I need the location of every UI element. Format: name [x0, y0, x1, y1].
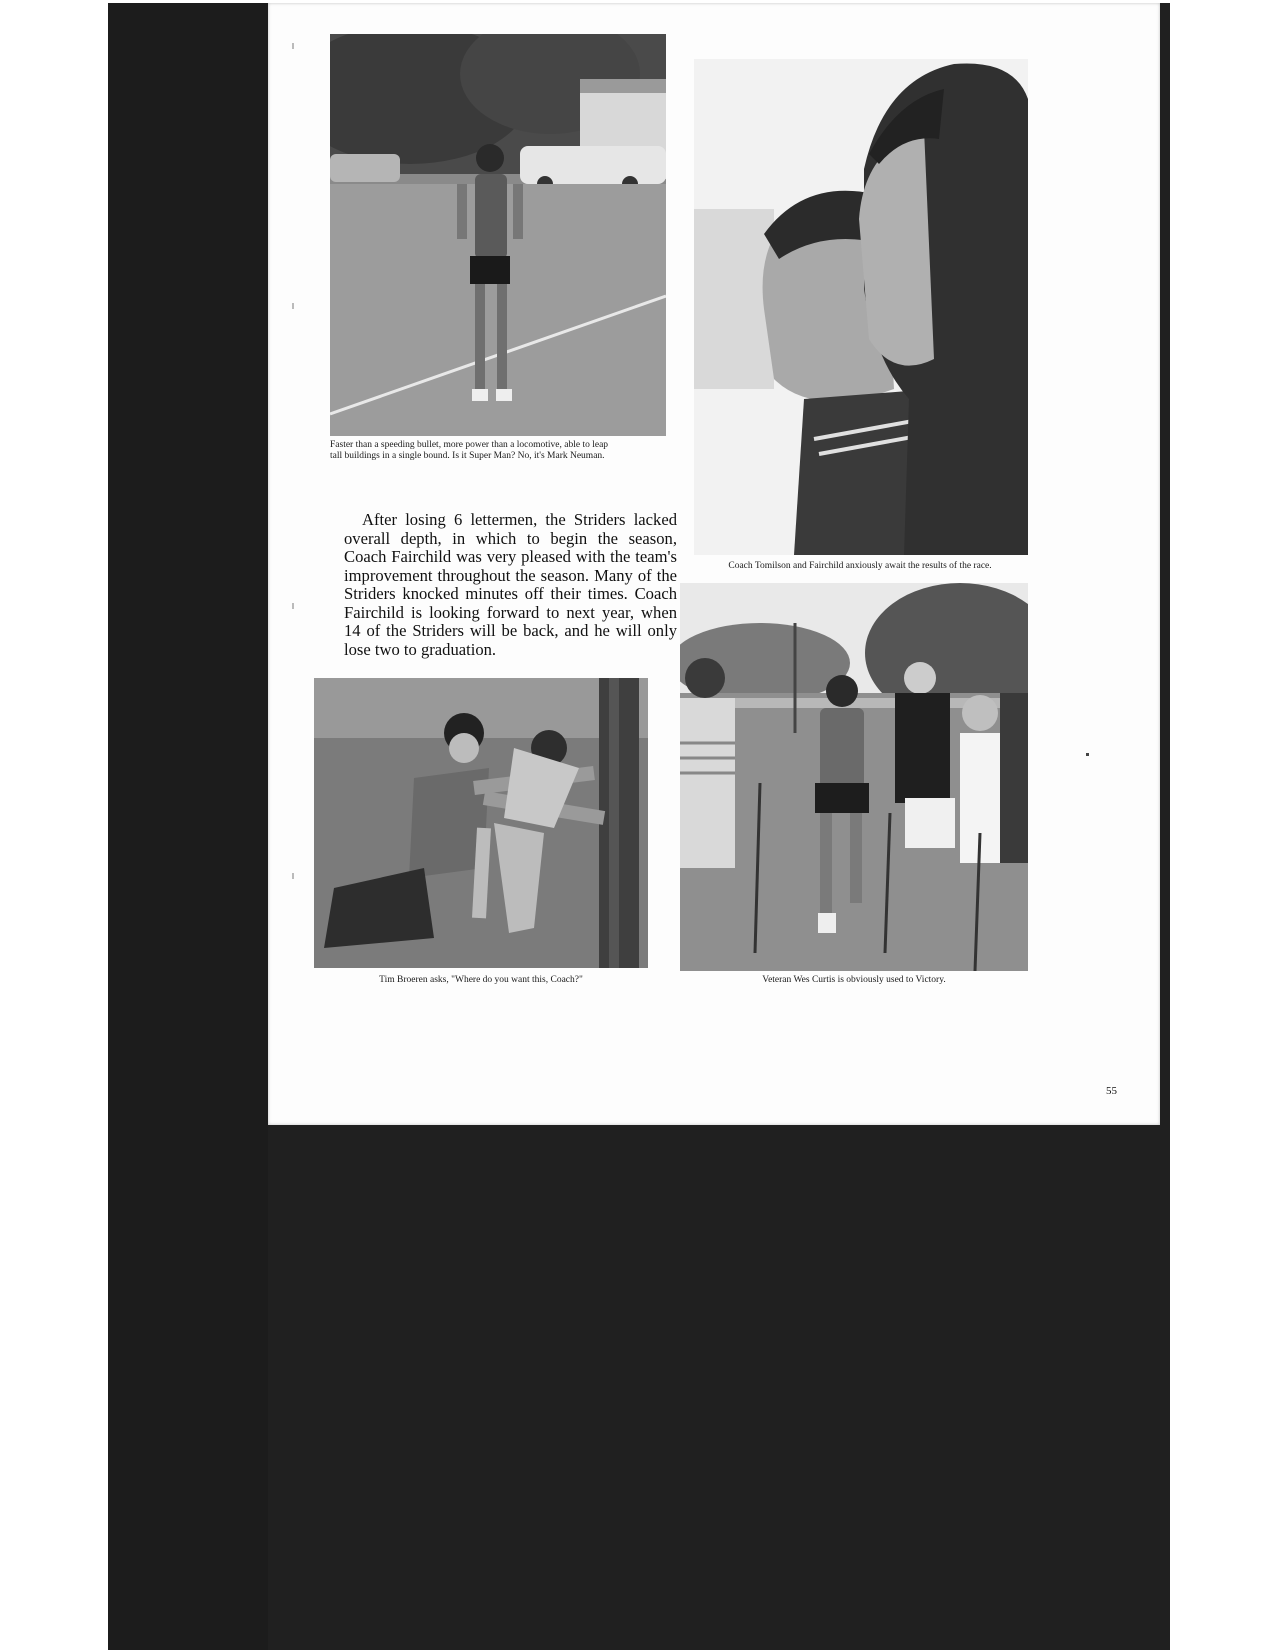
scan-speck: [292, 43, 294, 49]
scan-speck: [292, 873, 294, 879]
article-body: After losing 6 lettermen, the Striders lacked overall depth, in which to begin the season, Coach Fairchild was very pleased with the team's improvement throughout the season. Many of the Striders knocked minutes off their times. Coach Fairchild is looking forward to next year, when 14 of the Striders will be back, and he will only lose two to graduation.: [344, 510, 677, 659]
stretch-photo-caption: Tim Broeren asks, "Where do you want this, Coach?": [379, 975, 583, 985]
coaches-photo: [694, 59, 1028, 555]
page-number: 55: [1106, 1085, 1117, 1097]
runner-caption-line-1: Faster than a speeding bullet, more power than a locomotive, able to leap: [330, 440, 609, 450]
scan-left-edge: [108, 3, 268, 1650]
finish-photo-caption: Veteran Wes Curtis is obviously used to Victory.: [762, 975, 946, 985]
scan-speck: [292, 303, 294, 309]
runner-photo-caption: [330, 440, 670, 462]
scan-speck: [292, 603, 294, 609]
finish-photo: [680, 583, 1028, 971]
coaches-photo-caption: Coach Tomilson and Fairchild anxiously await the results of the race.: [728, 561, 992, 571]
yearbook-page: [268, 3, 1160, 1125]
runner-caption-line-2: tall buildings in a single bound. Is it Super Man? No, it's Mark Neuman.: [330, 451, 605, 461]
scan-speck: [1086, 753, 1089, 756]
runner-photo: [330, 34, 666, 436]
stretch-photo: [314, 678, 648, 968]
